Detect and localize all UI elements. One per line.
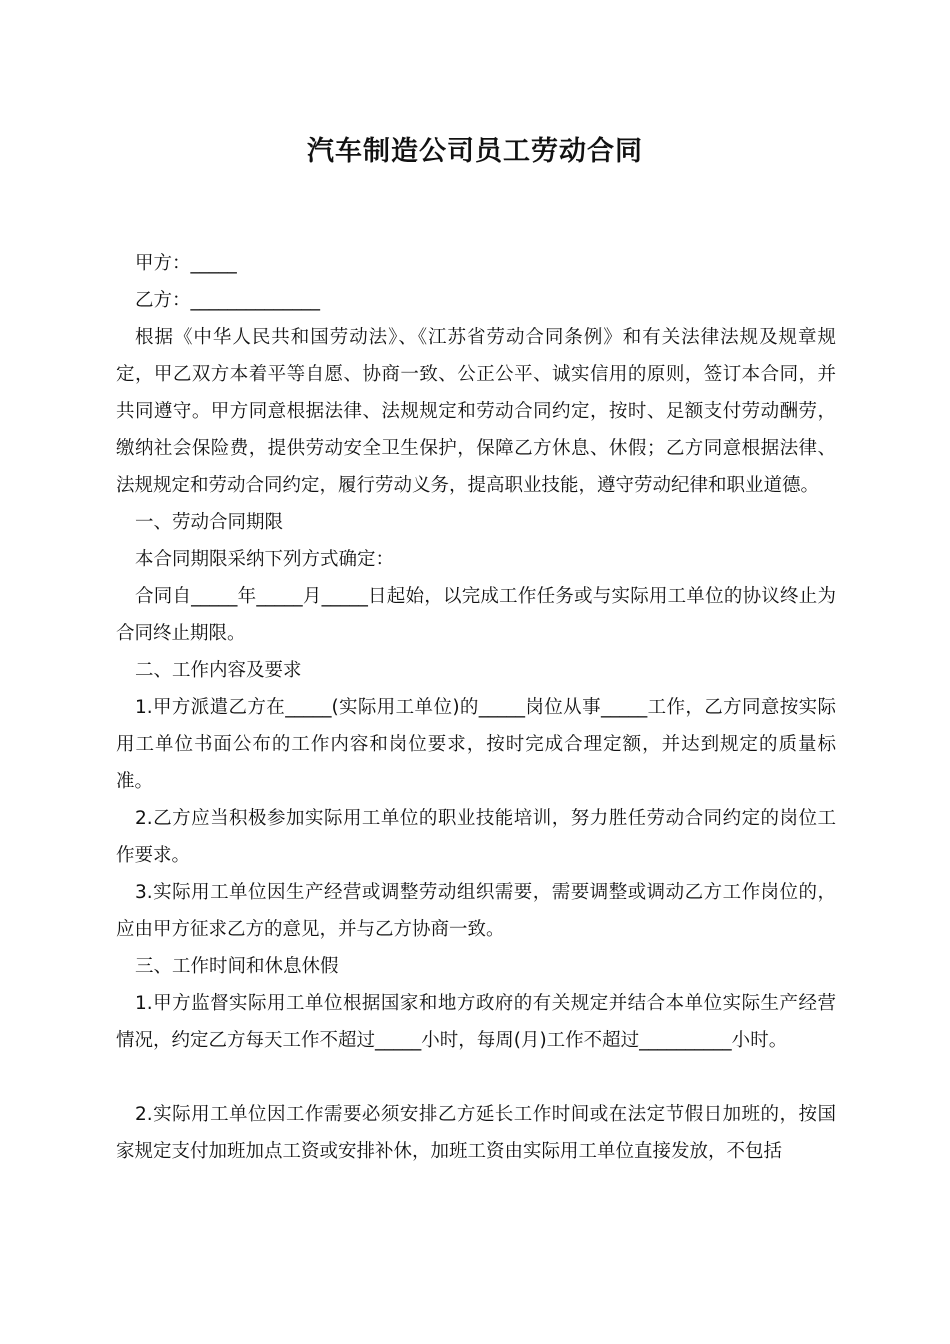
document-title: 汽车制造公司员工劳动合同: [307, 136, 643, 167]
section-heading-term: 一、劳动合同期限: [135, 512, 284, 533]
term-dates-paragraph: 合同自_____年_____月_____日起始，以完成工作任务或与实际用工单位的协议终止为合同终止期限。: [116, 586, 836, 644]
work-clause-1: 1.甲方派遣乙方在_____(实际用工单位)的_____岗位从事_____工作，乙方同意按实际用工单位书面公布的工作内容和岗位要求，按时完成合理定额，并达到规定的质量标准。: [116, 697, 836, 792]
work-clause-3: 3.实际用工单位因生产经营或调整劳动组织需要，需要调整或调动乙方工作岗位的，应由甲方征求乙方的意见，并与乙方协商一致。: [116, 882, 836, 940]
section-heading-work-hours: 三、工作时间和休息休假: [135, 956, 339, 977]
party-a-line: 甲方：_____: [135, 253, 237, 274]
party-b-line: 乙方：______________: [135, 290, 321, 311]
document-body: [116, 245, 836, 1170]
term-method-paragraph: 本合同期限采纳下列方式确定：: [135, 549, 395, 570]
work-clause-2: 2.乙方应当积极参加实际用工单位的职业技能培训，努力胜任劳动合同约定的岗位工作要求。: [116, 808, 836, 866]
preamble-paragraph: 根据《中华人民共和国劳动法》、《江苏省劳动合同条例》和有关法律法规及规章规定，甲乙双方本着平等自愿、协商一致、公正公平、诚实信用的原则，签订本合同，并共同遵守。甲方同意根据法律、法规规定和劳动合同约定，按时、足额支付劳动酬劳，缴纳社会保险费，提供劳动安全卫生保护，保障乙方休息、休假；乙方同意根据法律、法规规定和劳动合同约定，履行劳动义务，提高职业技能，遵守劳动纪律和职业道德。: [116, 327, 836, 496]
hours-clause-1: 1.甲方监督实际用工单位根据国家和地方政府的有关规定并结合本单位实际生产经营情况，约定乙方每天工作不超过_____小时，每周(月)工作不超过__________小时。: [116, 993, 836, 1051]
hours-clause-2: 2.实际用工单位因工作需要必须安排乙方延长工作时间或在法定节假日加班的，按国家规定支付加班加点工资或安排补休，加班工资由实际用工单位直接发放，不包括: [116, 1104, 836, 1162]
section-heading-work-content: 二、工作内容及要求: [135, 660, 302, 681]
